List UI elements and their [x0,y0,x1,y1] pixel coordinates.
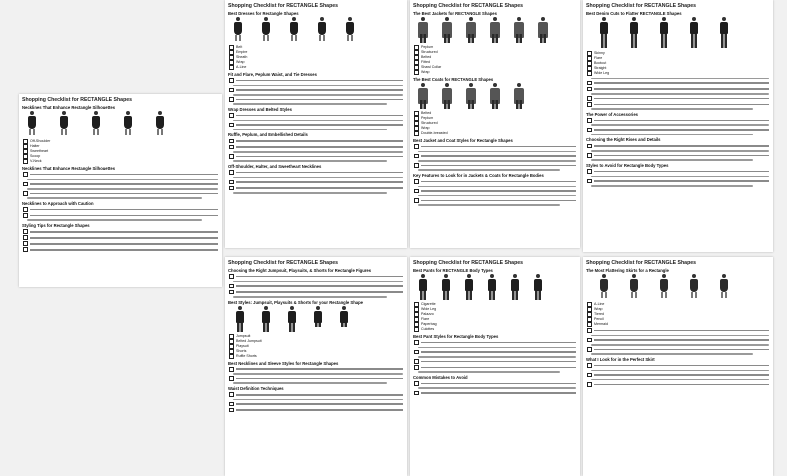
checklist-item[interactable]: Wide Leg [414,307,580,312]
section-heading: Choosing the Right Rises and Details [586,137,661,143]
checklist-item[interactable]: V-Neck [23,159,222,164]
section-heading: The Best Jackets for RECTANGLE Shapes [413,11,497,16]
checklist-item[interactable]: A-Line [587,302,773,307]
section-heading: Necklines That Enhance Rectangle Silhouettes [22,166,116,171]
page-title: Shopping Checklist for RECTANGLE Shapes [413,260,524,266]
skirt-figures [599,274,773,300]
section-heading: Best Necklines and Sleeve Styles for Rectangle Shapes [228,360,339,366]
page-dresses [225,0,407,248]
jumpsuit-figures [235,306,407,332]
checklist-item[interactable]: Structured [414,50,580,55]
figure-off-shoulder [27,111,37,137]
checklist-item[interactable]: Palazzo [414,312,580,317]
checklist-item[interactable]: Sweetheart [23,149,222,154]
checklist [414,45,580,75]
section-heading: Best Styles: Jumpsuit, Playsuits & Shorts for your Rectangle Shape [228,299,363,305]
checklist-item[interactable]: Sheath [229,55,407,60]
checklist [414,302,580,332]
jacket-figures [418,17,580,43]
checklist-item[interactable]: Straight [587,66,773,71]
neckline-figures [27,111,222,137]
page-jumpsuits [225,257,407,476]
checklist-item[interactable]: Wide Leg [587,71,773,76]
checklist-item[interactable]: Flare [587,56,773,61]
checklist-item[interactable]: Shawl Collar [414,65,580,70]
section-heading: Best Dresses for Rectangle Shapes [228,11,299,16]
page-jackets [410,0,580,248]
checklist-item[interactable]: Bootcut [587,61,773,66]
checklist-item[interactable]: Skinny [587,51,773,56]
section-heading: Waist Definition Techniques [228,386,284,392]
section-heading: Best Pants for RECTANGLE Body Types [413,268,493,273]
section-heading: Necklines to Approach with Caution [22,200,94,206]
page-necklines [19,94,222,287]
checklist-item[interactable]: Wrap [414,70,580,75]
checklist-item[interactable]: Ruffle Shorts [229,354,407,359]
page-title: Shopping Checklist for RECTANGLE Shapes [22,97,133,103]
coat-figures [418,83,580,109]
checklist-item[interactable]: Shorts [229,349,407,354]
figure-sweetheart [91,111,101,137]
checklist-item[interactable]: Pencil [587,317,773,322]
section-heading: Best Pant Styles for Rectangle Body Types [413,334,499,339]
section-heading: Styles to Avoid for Rectangle Body Types [586,163,669,168]
checklist-item[interactable]: Culottes [414,327,580,332]
page-title: Shopping Checklist for RECTANGLE Shapes [586,260,697,266]
denim-figures [599,17,773,43]
checklist-item[interactable]: Peplum [414,116,580,121]
checklist-item[interactable]: Scoop [23,154,222,159]
checklist-item[interactable]: A-Line [229,65,407,70]
checklist-item[interactable]: Flare [414,317,580,322]
section-heading: Necklines That Enhance Rectangle Silhouettes [22,105,116,110]
figure-halter [59,111,69,137]
pants-figures [418,274,580,300]
section-heading: Ruffle, Peplum, and Embellished Details [228,132,308,138]
page-title: Shopping Checklist for RECTANGLE Shapes [413,3,524,9]
section-heading: The Best Coats for RECTANGLE Shapes [413,77,494,82]
checklist-item[interactable]: Structured [414,121,580,126]
page-title: Shopping Checklist for RECTANGLE Shapes [586,3,697,9]
section-heading: Choosing the Right Jumpsuit, Playsuits, & Shorts for Rectangle Figures [228,268,372,273]
dress-figures [233,17,407,43]
section-heading: Best Jacket and Coat Styles for Rectangle Shapes [413,138,513,143]
checklist [23,139,222,164]
section-heading: Best Denim Cuts to Flatter RECTANGLE Shapes [586,11,682,16]
checklist-item[interactable]: Off-Shoulder [23,139,222,144]
checklist-item[interactable]: Belted [414,55,580,60]
checklist-item[interactable]: Belted [414,111,580,116]
checklist-item[interactable]: Belted Jumpsuit [229,339,407,344]
page-denim [583,0,773,252]
checklist-item[interactable]: Belt [229,45,407,50]
section-heading: Off-Shoulder, Halter, and Sweetheart Necklines [228,164,322,169]
section-heading: Wrap Dresses and Belted Styles [228,106,292,112]
page-pants [410,257,580,476]
checklist-item[interactable]: Jumpsuit [229,334,407,339]
checklist-item[interactable]: Peplum [414,45,580,50]
checklist-item[interactable]: Fitted [414,60,580,65]
checklist-item[interactable]: Playsuit [229,344,407,349]
checklist [229,45,407,70]
checklist-item[interactable]: Wrap [587,307,773,312]
figure-v-neck [155,111,165,137]
checklist-item[interactable]: Tiered [587,312,773,317]
section-heading: Common Mistakes to Avoid [413,374,468,380]
coat-checklist [414,111,580,136]
page-title: Shopping Checklist for RECTANGLE Shapes [228,3,339,9]
section-heading: What I Look for in the Perfect Skirt [586,356,655,362]
section-heading: The Most Flattering Skirts for a Rectangle [586,268,669,273]
checklist-item[interactable]: Mermaid [587,322,773,327]
checklist-item[interactable]: Halter [23,144,222,149]
figure-scoop [123,111,133,137]
checklist-item[interactable]: Wrap [229,60,407,65]
section-heading: Fit and Flare, Peplum Waist, and Tie Dresses [228,72,317,77]
checklist-item[interactable]: Cigarette [414,302,580,307]
section-heading: Key Features to Look for in Jackets & Coats for Rectangle Bodies [413,172,544,178]
page-title: Shopping Checklist for RECTANGLE Shapes [228,260,339,266]
checklist [587,302,773,327]
section-heading: Styling Tips for Rectangle Shapes [22,223,90,229]
checklist [587,51,773,76]
checklist-item[interactable]: Wrap [414,126,580,131]
checklist-item[interactable]: Empire [229,50,407,55]
checklist-item[interactable]: Double-breasted [414,131,580,136]
checklist-item[interactable]: Paperbag [414,322,580,327]
checklist [229,334,407,359]
page-skirts [583,257,773,476]
section-heading: The Power of Accessories [586,111,638,117]
